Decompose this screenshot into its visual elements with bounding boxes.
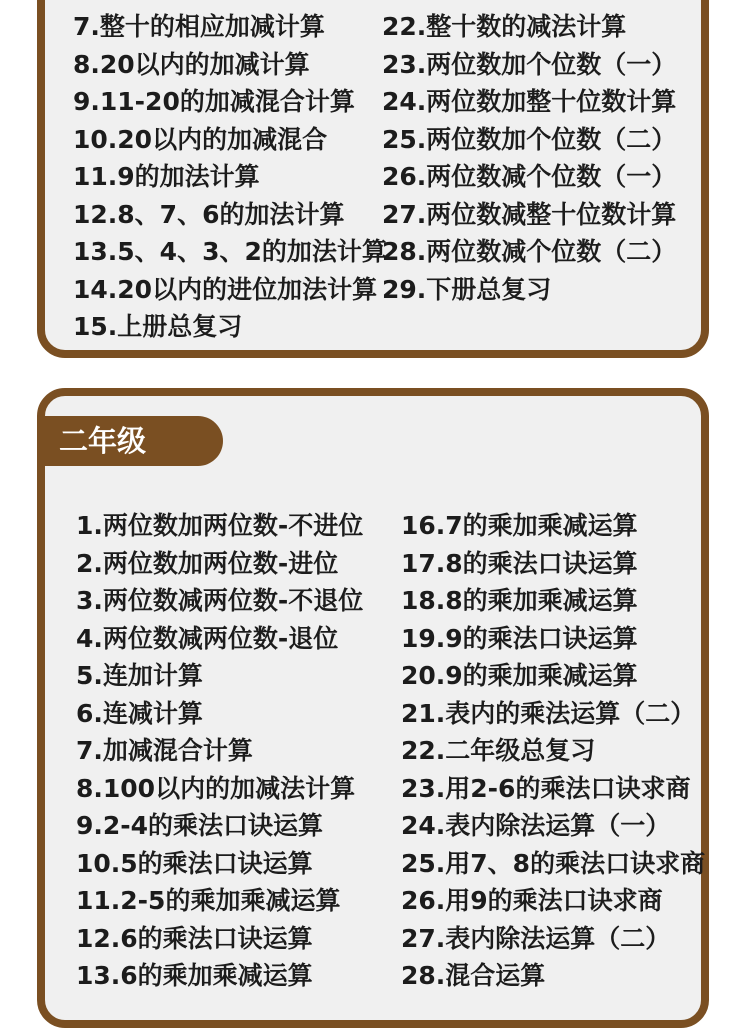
list-item: 20.9的乘加乘减运算 [401,661,638,690]
list-item: 13.5、4、3、2的加法计算 [73,237,387,266]
grade2-left-list [76,507,363,995]
list-item: 9.11-20的加减混合计算 [73,87,355,116]
list-item: 8.100以内的加减法计算 [76,773,356,803]
list-item: 11.2-5的乘加乘减运算 [76,886,341,915]
list-item: 18.8的乘加乘减运算 [401,586,638,615]
list-item: 22.整十数的减法计算 [382,12,627,41]
list-item: 11.9的加法计算 [73,162,260,191]
list-item: 24.表内除法运算（一） [401,811,671,840]
list-item: 25.用7、8的乘法口诀求商 [401,848,706,878]
list-item: 26.两位数减个位数（一） [382,162,677,191]
list-item: 27.表内除法运算（二） [401,923,671,953]
list-item: 5.连加计算 [76,661,203,690]
list-item: 24.两位数加整十位数计算 [382,87,677,116]
list-item: 1.两位数加两位数-不进位 [76,511,364,540]
list-item: 16.7的乘加乘减运算 [401,511,638,540]
list-item: 10.20以内的加减混合 [73,124,328,154]
grade1-card [37,0,709,358]
list-item: 22.二年级总复习 [401,736,596,765]
grade2-right-list [401,507,705,995]
list-item: 8.20以内的加减计算 [73,49,310,79]
list-item: 21.表内的乘法运算（二） [401,698,696,728]
list-item: 12.8、7、6的加法计算 [73,199,345,229]
list-item: 28.混合运算 [401,961,546,990]
grade1-right-list [382,8,676,308]
grade1-left-list [73,8,387,346]
list-item: 14.20以内的进位加法计算 [73,274,378,304]
list-item: 6.连减计算 [76,698,203,728]
list-item: 7.加减混合计算 [76,736,253,765]
list-item: 28.两位数减个位数（二） [382,237,677,266]
list-item: 27.两位数减整十位数计算 [382,199,677,229]
list-item: 4.两位数减两位数-退位 [76,623,339,653]
list-item: 9.2-4的乘法口诀运算 [76,811,324,840]
list-item: 17.8的乘法口诀运算 [401,548,638,578]
list-item: 13.6的乘加乘减运算 [76,961,313,990]
grade-title-tab: 二年级 [37,416,223,466]
list-item: 10.5的乘法口诀运算 [76,848,313,878]
list-item: 29.下册总复习 [382,274,552,304]
list-item: 7.整十的相应加减计算 [73,12,325,41]
list-item: 23.用2-6的乘法口诀求商 [401,773,691,803]
list-item: 15.上册总复习 [73,312,243,341]
list-item: 3.两位数减两位数-不退位 [76,586,364,615]
list-item: 19.9的乘法口诀运算 [401,623,638,653]
list-item: 12.6的乘法口诀运算 [76,923,313,953]
list-item: 25.两位数加个位数（二） [382,124,677,154]
grade2-card [37,388,709,1028]
list-item: 26.用9的乘法口诀求商 [401,886,663,915]
list-item: 23.两位数加个位数（一） [382,49,677,79]
list-item: 2.两位数加两位数-进位 [76,548,339,578]
